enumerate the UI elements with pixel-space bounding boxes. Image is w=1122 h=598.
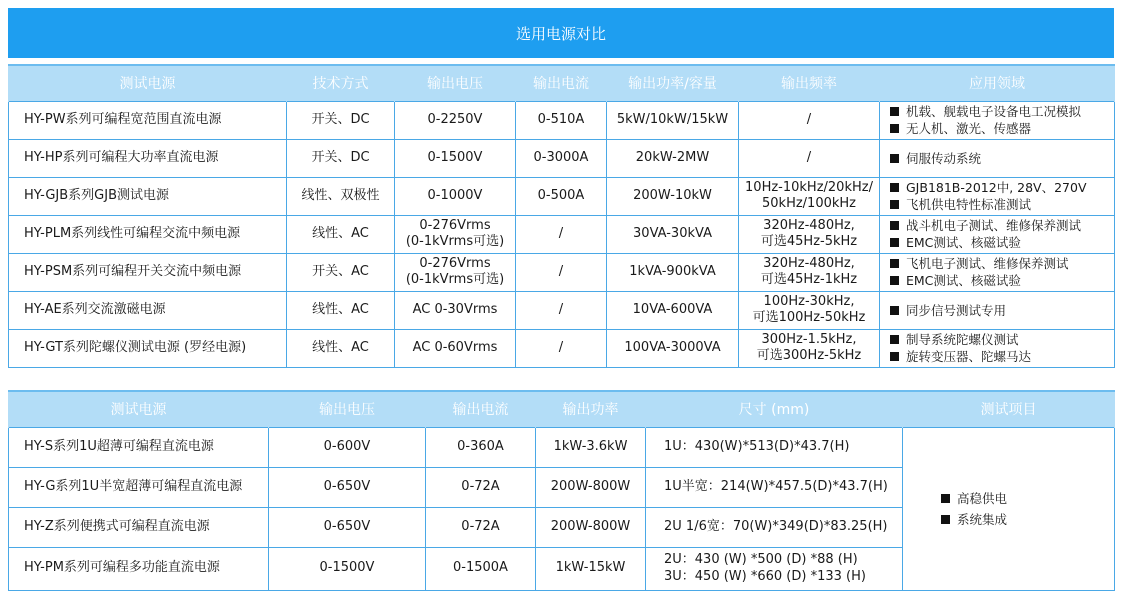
voltage-cell-line: AC 0-30Vrms [412,301,498,317]
application-text: 伺服传动系统 [906,150,982,166]
square-bullet-icon [890,352,899,361]
voltage-cell: 0-600V [269,427,426,467]
application-cell [880,101,1115,139]
tech-cell: 线性、AC [287,329,395,367]
tech-cell: 开关、AC [287,253,395,291]
frequency-cell [739,253,880,291]
application-item [890,302,1112,319]
frequency-cell-line: 可选100Hz-50kHz [752,310,866,325]
power-cell: 200W-800W [536,507,646,547]
square-bullet-icon [890,238,899,247]
square-bullet-icon [890,306,899,315]
current-cell: 0-72A [426,507,536,547]
frequency-cell [739,139,880,177]
square-bullet-icon [890,200,899,209]
application-text: 无人机、激光、传感器 [906,121,1032,136]
power-cell: 1kW-3.6kW [536,427,646,467]
table-row [9,177,1115,215]
power-cell: 5kW/10kW/15kW [607,101,739,139]
column-header: 输出功率 [536,391,646,427]
voltage-cell: 0-650V [269,507,426,547]
application-text: 战斗机电子测试、维修保养测试 [906,218,1082,233]
current-cell: 0-3000A [516,139,607,177]
application-text: 系统集成 [957,511,1008,527]
application-item [890,150,1112,167]
product-name-cell: HY-PLM系列线性可编程交流中频电源 [9,215,287,253]
table-row [9,427,1115,467]
tech-cell: 开关、DC [287,101,395,139]
frequency-cell-line: / [806,111,812,127]
table-header-row [9,391,1115,427]
application-item [890,348,1112,365]
power-cell: 200W-800W [536,467,646,507]
voltage-cell-line: AC 0-60Vrms [412,339,498,355]
voltage-cell [395,291,516,329]
size-cell-line: 1U半宽：214(W)*457.5(D)*43.7(H) [664,478,888,494]
power-supply-comparison-table [8,64,1115,368]
column-header: 测试电源 [9,391,269,427]
voltage-cell-line: 0-1500V [427,149,483,165]
table-row [9,291,1115,329]
application-item [941,488,1112,509]
application-item [890,103,1112,120]
column-header: 输出电压 [395,65,516,101]
size-cell-line: 2U：430 (W) *500 (D) *88 (H) [664,552,858,568]
table-row [9,329,1115,367]
application-cell [880,253,1115,291]
size-cell [646,427,903,467]
product-name-cell: HY-Z系列便携式可编程直流电源 [9,507,269,547]
voltage-cell: 0-650V [269,467,426,507]
current-cell: / [516,329,607,367]
power-cell: 1kVA-900kVA [607,253,739,291]
test-items-cell [903,427,1115,590]
voltage-cell-line: 0-2250V [427,111,483,127]
power-cell: 100VA-3000VA [607,329,739,367]
application-text: GJB181B-2012中, 28V、270V [906,180,1087,195]
application-cell [880,177,1115,215]
voltage-cell [395,253,516,291]
power-cell: 200W-10kW [607,177,739,215]
frequency-cell [739,177,880,215]
frequency-cell-line: 320Hz-480Hz, [763,217,855,233]
application-cell [880,215,1115,253]
application-item [890,234,1112,251]
current-cell: 0-500A [516,177,607,215]
application-text: 旋转变压器、陀螺马达 [906,349,1032,364]
column-header: 测试电源 [9,65,287,101]
current-cell: / [516,215,607,253]
square-bullet-icon [941,515,950,524]
voltage-cell-line: 0-276Vrms [419,217,491,233]
square-bullet-icon [890,183,899,192]
power-cell: 30VA-30kVA [607,215,739,253]
application-cell [880,329,1115,367]
application-item [890,272,1112,289]
product-name-cell: HY-AE系列交流激磁电源 [9,291,287,329]
column-header: 输出频率 [739,65,880,101]
column-header: 输出电压 [269,391,426,427]
current-cell: / [516,253,607,291]
product-name-cell: HY-PM系列可编程多功能直流电源 [9,547,269,590]
application-text: 同步信号测试专用 [906,302,1007,318]
size-cell [646,467,903,507]
application-item [890,196,1112,213]
voltage-cell [395,139,516,177]
dc-power-supply-size-table [8,390,1115,591]
application-text: 制导系统陀螺仪测试 [906,332,1019,347]
application-item [890,217,1112,234]
application-cell [880,291,1115,329]
table-row [9,101,1115,139]
product-name-cell: HY-PSM系列可编程开关交流中频电源 [9,253,287,291]
frequency-cell-line: 可选300Hz-5kHz [756,348,862,363]
frequency-cell [739,215,880,253]
frequency-cell-line: 可选45Hz-1kHz [760,272,858,287]
square-bullet-icon [890,124,899,133]
tech-cell: 线性、双极性 [287,177,395,215]
frequency-cell [739,101,880,139]
application-item [890,179,1112,196]
square-bullet-icon [890,154,899,163]
product-name-cell: HY-GT系列陀螺仪测试电源 (罗经电源) [9,329,287,367]
voltage-cell: 0-1500V [269,547,426,590]
application-text: EMC测试、核磁试验 [906,235,1021,250]
column-header: 尺寸 (mm) [646,391,903,427]
frequency-cell-line: / [806,149,812,165]
square-bullet-icon [941,494,950,503]
frequency-cell [739,291,880,329]
application-item [941,509,1112,530]
size-cell-line: 3U：450 (W) *660 (D) *133 (H) [664,568,866,584]
size-cell-line: 2U 1/6宽：70(W)*349(D)*83.25(H) [664,518,888,534]
voltage-cell [395,215,516,253]
table-row [9,139,1115,177]
voltage-cell-line: (0-1kVrms可选) [405,272,505,287]
frequency-cell-line: 100Hz-30kHz, [763,293,855,309]
tech-cell: 开关、DC [287,139,395,177]
frequency-cell [739,329,880,367]
voltage-cell [395,177,516,215]
product-name-cell: HY-G系列1U半宽超薄可编程直流电源 [9,467,269,507]
square-bullet-icon [890,107,899,116]
column-header: 输出功率/容量 [607,65,739,101]
power-cell: 10VA-600VA [607,291,739,329]
column-header: 技术方式 [287,65,395,101]
size-cell [646,507,903,547]
voltage-cell-line: 0-1000V [427,187,483,203]
size-cell-line: 1U：430(W)*513(D)*43.7(H) [664,438,850,454]
table-row [9,215,1115,253]
page-title: 选用电源对比 [515,24,606,43]
product-name-cell: HY-GJB系列GJB测试电源 [9,177,287,215]
application-text: 飞机供电特性标准测试 [906,197,1032,212]
frequency-cell-line: 10Hz-10kHz/20kHz/ [745,179,873,195]
voltage-cell [395,101,516,139]
product-name-cell: HY-PW系列可编程宽范围直流电源 [9,101,287,139]
application-text: 高稳供电 [957,490,1008,506]
application-item [890,331,1112,348]
current-cell: 0-1500A [426,547,536,590]
product-name-cell: HY-S系列1U超薄可编程直流电源 [9,427,269,467]
current-cell: / [516,291,607,329]
table-row [9,253,1115,291]
square-bullet-icon [890,335,899,344]
frequency-cell-line: 50kHz/100kHz [762,196,856,211]
column-header: 测试项目 [903,391,1115,427]
tech-cell: 线性、AC [287,291,395,329]
square-bullet-icon [890,259,899,268]
column-header: 输出电流 [426,391,536,427]
square-bullet-icon [890,221,899,230]
product-name-cell: HY-HP系列可编程大功率直流电源 [9,139,287,177]
column-header: 应用领域 [880,65,1115,101]
current-cell: 0-72A [426,467,536,507]
frequency-cell-line: 320Hz-480Hz, [763,255,855,271]
table-header-row [9,65,1115,101]
frequency-cell-line: 可选45Hz-5kHz [760,234,858,249]
application-text: 机载、舰载电子设备电工况模拟 [906,104,1082,119]
column-header: 输出电流 [516,65,607,101]
application-item [890,120,1112,137]
voltage-cell-line: (0-1kVrms可选) [405,234,505,249]
power-cell: 20kW-2MW [607,139,739,177]
current-cell: 0-510A [516,101,607,139]
voltage-cell [395,329,516,367]
application-text: EMC测试、核磁试验 [906,273,1021,288]
size-cell [646,547,903,590]
application-item [890,255,1112,272]
voltage-cell-line: 0-276Vrms [419,255,491,271]
application-cell [880,139,1115,177]
current-cell: 0-360A [426,427,536,467]
square-bullet-icon [890,276,899,285]
page-title-banner [8,8,1114,58]
power-cell: 1kW-15kW [536,547,646,590]
application-text: 飞机电子测试、维修保养测试 [906,256,1069,271]
tech-cell: 线性、AC [287,215,395,253]
frequency-cell-line: 300Hz-1.5kHz, [761,331,857,347]
